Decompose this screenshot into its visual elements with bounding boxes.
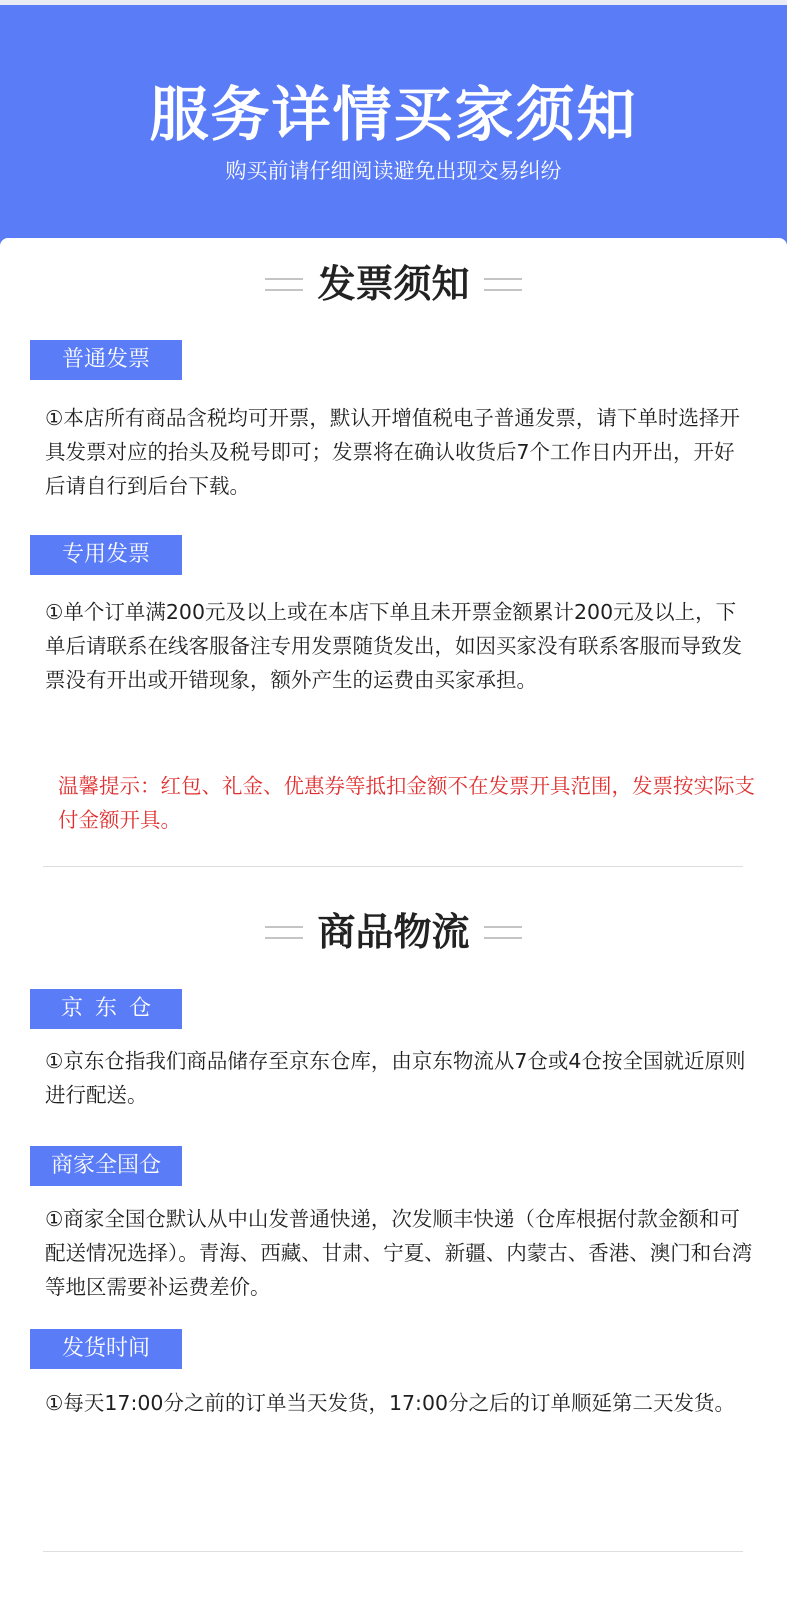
special-invoice-text: ①单个订单满200元及以上或在本店下单且未开票金额累计200元及以上，下单后请联系在线客服备注专用发票随货发出，如因买家没有联系客服而导致发票没有开出或开错现象，额外产生的运费由买家承担。 (45, 600, 742, 692)
special-invoice-label: 专用发票 (30, 535, 182, 575)
logistics-section-header (0, 906, 787, 958)
section-divider (43, 866, 743, 867)
invoice-section-header (0, 258, 787, 310)
merchant-warehouse-label: 商家全国仓 (30, 1146, 182, 1186)
general-invoice-label: 普通发票 (30, 340, 182, 380)
shipping-time-text: ①每天17:00分之前的订单当天发货，17:00分之后的订单顺延第二天发货。 (45, 1391, 736, 1415)
page-title: 服务详情买家须知 (149, 80, 638, 149)
logistics-section-title: 商品物流 (317, 910, 470, 954)
title-decoration-right (484, 278, 522, 291)
title-decoration-right (484, 926, 522, 939)
content-card (0, 238, 787, 1600)
title-decoration-left (265, 926, 303, 939)
jd-warehouse-text: ①京东仓指我们商品储存至京东仓库，由京东物流从7仓或4仓按全国就近原则进行配送。 (45, 1049, 746, 1107)
page-subtitle: 购买前请仔细阅读避免出现交易纠纷 (225, 159, 562, 183)
invoice-section-title: 发票须知 (317, 262, 470, 306)
title-decoration-left (265, 278, 303, 291)
shipping-time-label: 发货时间 (30, 1329, 182, 1369)
merchant-warehouse-text: ①商家全国仓默认从中山发普通快递，次发顺丰快递（仓库根据付款金额和可配送情况选择）。青海、西藏、甘肃、宁夏、新疆、内蒙古、香港、澳门和台湾等地区需要补运费差价。 (45, 1207, 753, 1299)
general-invoice-text: ①本店所有商品含税均可开票，默认开增值税电子普通发票，请下单时选择开具发票对应的抬头及税号即可；发票将在确认收货后7个工作日内开出，开好后请自行到后台下载。 (45, 406, 740, 498)
jd-warehouse-label: 京东仓 (30, 989, 182, 1029)
bottom-divider (43, 1551, 743, 1552)
invoice-warning-text: 温馨提示：红包、礼金、优惠券等抵扣金额不在发票开具范围，发票按实际支付金额开具。 (58, 774, 755, 832)
header-banner (0, 5, 787, 253)
